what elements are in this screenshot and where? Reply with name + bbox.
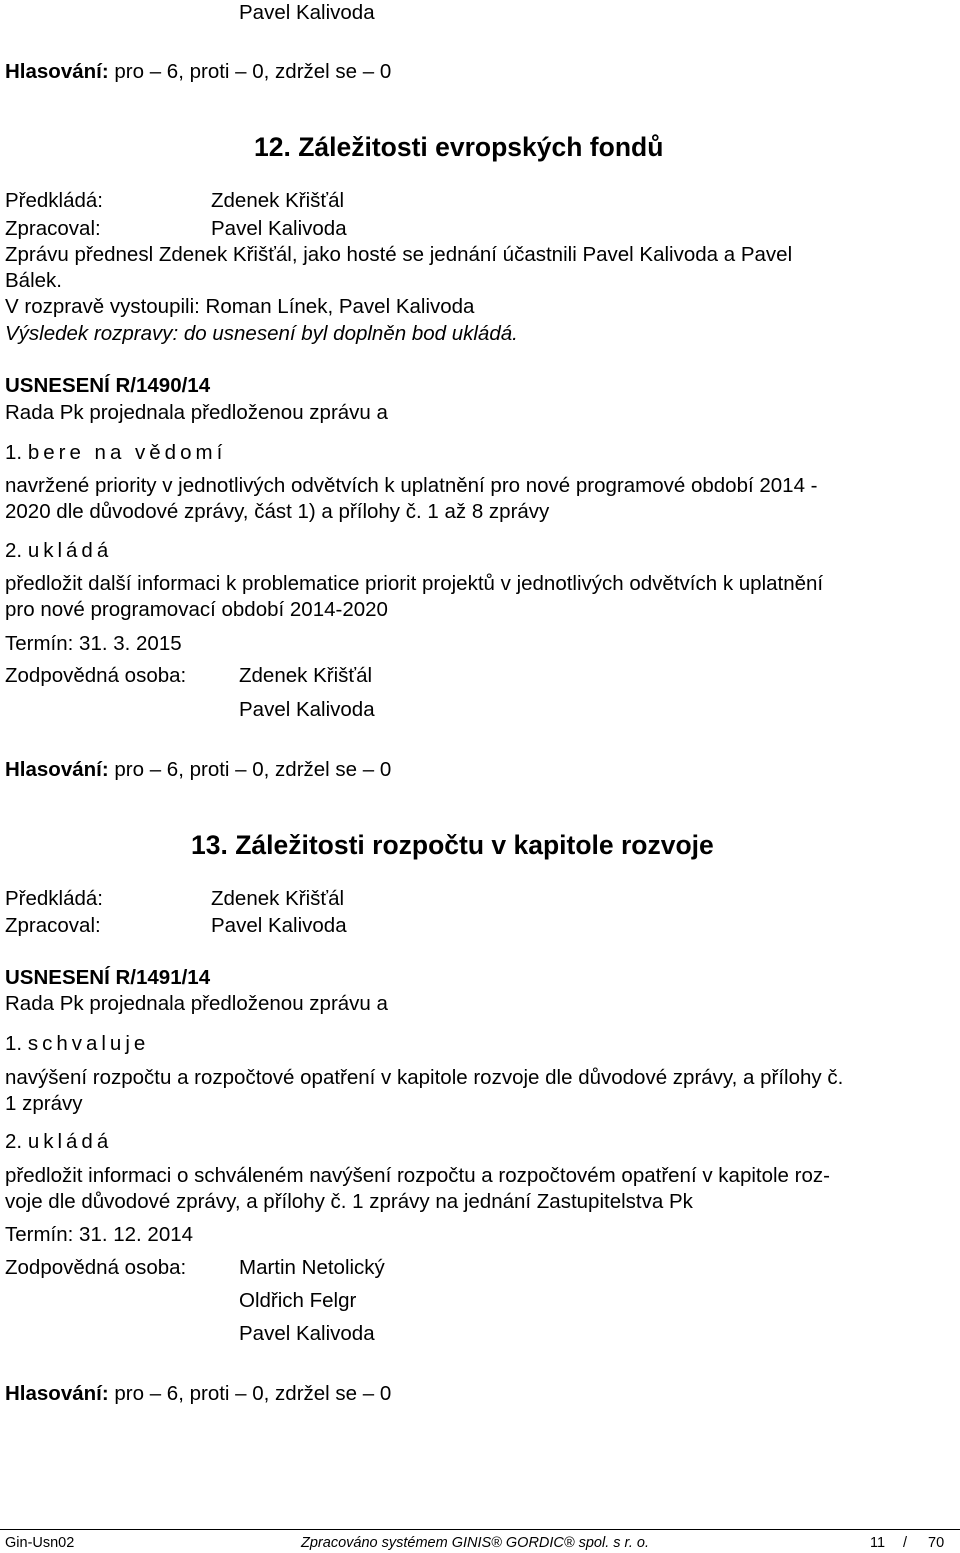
footer-page-number: 11 <box>870 1535 886 1551</box>
s13-responsible-label: Zodpovědná osoba: <box>5 1256 187 1279</box>
vote-label: Hlasování: <box>5 60 109 83</box>
item-number: 1. <box>5 1032 23 1055</box>
footer-page-total: 70 <box>928 1535 945 1551</box>
s13-item-2-heading <box>5 1129 112 1155</box>
vote-label: Hlasování: <box>5 758 109 781</box>
item-number: 2. <box>5 539 23 562</box>
s12-item-2-heading <box>5 538 112 564</box>
s12-item-1-heading <box>5 440 226 466</box>
s13-zpracoval-label: Zpracoval: <box>5 914 101 937</box>
s12-deadline: Termín: 31. 3. 2015 <box>5 632 182 655</box>
s13-vote <box>5 1381 391 1407</box>
s12-zpracoval-label: Zpracoval: <box>5 217 101 240</box>
top-vote <box>5 59 391 85</box>
s13-resolution-id: USNESENÍ R/1491/14 <box>5 966 211 989</box>
s12-predklada-label: Předkládá: <box>5 189 104 212</box>
s13-predklada-label: Předkládá: <box>5 887 104 910</box>
item-verb: ukládá <box>27 1130 113 1153</box>
s12-item-2-line-1: předložit další informaci k problematice priorit projektů v jednotlivých odvětvích k uplatnění <box>5 572 824 595</box>
s12-responsible-person: Zdenek Křišťál <box>239 664 373 687</box>
section-12-heading: 12. Záležitosti evropských fondů <box>254 132 664 162</box>
s12-item-1-line-1: navržené priority v jednotlivých odvětvích k uplatnění pro nové programové období 2014 - <box>5 474 818 497</box>
s12-zpracoval-value: Pavel Kalivoda <box>211 217 347 240</box>
footer-separator: / <box>903 1535 908 1551</box>
s12-resolution-id: USNESENÍ R/1490/14 <box>5 374 211 397</box>
vote-label: Hlasování: <box>5 1382 109 1405</box>
vote-text: pro – 6, proti – 0, zdržel se – 0 <box>114 758 392 781</box>
item-verb: schvaluje <box>27 1032 150 1055</box>
section-13-heading: 13. Záležitosti rozpočtu v kapitole rozvoje <box>191 830 714 860</box>
footer-doc-code: Gin-Usn02 <box>5 1535 75 1551</box>
s12-responsible-person: Pavel Kalivoda <box>239 698 375 721</box>
s12-discussion: V rozpravě vystoupili: Roman Línek, Pavel Kalivoda <box>5 295 475 318</box>
footer-system: Zpracováno systémem GINIS® GORDIC® spol. s r. o. <box>301 1535 649 1551</box>
s12-item-1-line-2: 2020 dle důvodové zprávy, část 1) a přílohy č. 1 až 8 zprávy <box>5 500 550 523</box>
page-footer <box>0 1529 960 1551</box>
item-number: 1. <box>5 441 23 464</box>
s12-predklada-value: Zdenek Křišťál <box>211 189 345 212</box>
s13-deadline: Termín: 31. 12. 2014 <box>5 1223 194 1246</box>
item-verb: ukládá <box>27 539 113 562</box>
top-responsible-continued: Pavel Kalivoda <box>239 1 375 24</box>
s13-item-1-line-2: 1 zprávy <box>5 1092 83 1115</box>
s13-item-1-heading <box>5 1031 149 1057</box>
s13-item-2-line-1: předložit informaci o schváleném navýšení rozpočtu a rozpočtovém opatření v kapitole roz- <box>5 1164 830 1187</box>
s13-responsible-person: Pavel Kalivoda <box>239 1322 375 1345</box>
s12-responsible-label: Zodpovědná osoba: <box>5 664 187 687</box>
s12-result: Výsledek rozpravy: do usnesení byl doplněn bod ukládá. <box>5 322 518 345</box>
s13-resolution-intro: Rada Pk projednala předloženou zprávu a <box>5 992 388 1015</box>
item-verb: bere na vědomí <box>27 441 227 464</box>
s13-responsible-person: Oldřich Felgr <box>239 1289 357 1312</box>
s13-predklada-value: Zdenek Křišťál <box>211 887 345 910</box>
s12-item-2-line-2: pro nové programovací období 2014-2020 <box>5 598 388 621</box>
s12-resolution-intro: Rada Pk projednala předloženou zprávu a <box>5 401 388 424</box>
s12-report-line-1: Zprávu přednesl Zdenek Křišťál, jako hosté se jednání účastnili Pavel Kalivoda a Pavel <box>5 243 793 266</box>
vote-text: pro – 6, proti – 0, zdržel se – 0 <box>114 1382 392 1405</box>
s12-vote <box>5 757 391 783</box>
item-number: 2. <box>5 1130 23 1153</box>
s13-item-1-line-1: navýšení rozpočtu a rozpočtové opatření v kapitole rozvoje dle důvodové zprávy, a přílohy č. <box>5 1066 844 1089</box>
s12-report-line-2: Bálek. <box>5 269 62 292</box>
s13-zpracoval-value: Pavel Kalivoda <box>211 914 347 937</box>
s13-item-2-line-2: voje dle důvodové zprávy, a přílohy č. 1 zprávy na jednání Zastupitelstva Pk <box>5 1190 693 1213</box>
vote-text: pro – 6, proti – 0, zdržel se – 0 <box>114 60 392 83</box>
s13-responsible-person: Martin Netolický <box>239 1256 385 1279</box>
